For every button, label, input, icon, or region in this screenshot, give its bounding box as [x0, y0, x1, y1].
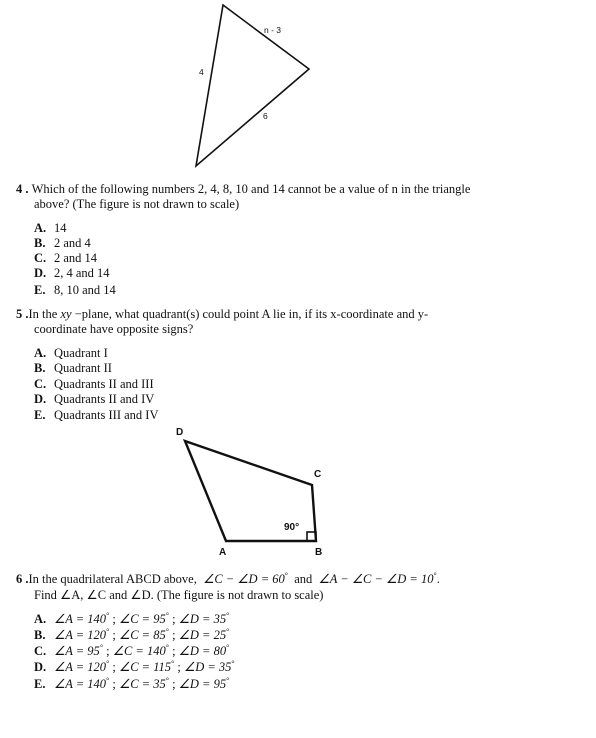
q5-option-b[interactable]: B. Quadrant II [34, 361, 112, 375]
q4-option-e[interactable]: E. 8, 10 and 14 [34, 283, 116, 297]
q6-number: 6 [16, 572, 23, 586]
label-angle-90: 90° [284, 522, 300, 533]
triangle-label-top: n - 3 [264, 25, 282, 35]
q6-option-d[interactable]: D. ∠A = 120° ; ∠C = 115° ; ∠D = 35° [34, 658, 235, 674]
q4-stem-line2: above? (The figure is not drawn to scale) [34, 197, 240, 211]
q4-line2 [34, 197, 239, 212]
q4-option-b[interactable]: B. 2 and 4 [34, 236, 91, 250]
q5-stem-line2: coordinate have opposite signs? [34, 322, 194, 336]
label-c: C [314, 469, 322, 480]
q5-option-c[interactable]: C. Quadrants II and III [34, 377, 154, 391]
label-b: B [315, 547, 323, 558]
q4-option-a[interactable]: A. 14 [34, 221, 67, 235]
q4-option-c[interactable]: C. 2 and 14 [34, 251, 98, 265]
q6-stem-line2: Find ∠A, ∠C and ∠D. (The figure is not drawn to scale) [34, 588, 324, 602]
q5-line2 [34, 322, 193, 337]
q6-option-c[interactable]: C. ∠A = 95° ; ∠C = 140° ; ∠D = 80° [34, 642, 230, 658]
q4-line1: 4 . Which of the following numbers 2, 4, 8, 10 and 14 cannot be a value of n in the triangle [16, 182, 471, 196]
q5-option-a[interactable]: A. Quadrant I [34, 346, 108, 360]
q6-line1: 6 .In the quadrilateral ABCD above, ∠C − ∠D = 60° and ∠A − ∠C − ∠D = 10°. [16, 570, 440, 586]
q4-option-d[interactable]: D. 2, 4 and 14 [34, 266, 110, 280]
q4-number: 4 [16, 182, 23, 196]
quadrilateral-figure [170, 420, 340, 560]
q4-stem-line1: Which of the following numbers 2, 4, 8, 10 and 14 cannot be a value of n in the triangle [31, 182, 471, 196]
triangle-label-right: 6 [263, 111, 268, 121]
triangle-label-left: 4 [199, 67, 204, 77]
q6-line2 [34, 588, 323, 603]
triangle-figure [180, 0, 330, 175]
triangle-shape [196, 5, 309, 166]
q5-option-e[interactable]: E. Quadrants III and IV [34, 408, 159, 422]
q6-equation-2: ∠A − ∠C − ∠D = 10 [318, 572, 434, 586]
q6-option-a[interactable]: A. ∠A = 140° ; ∠C = 95° ; ∠D = 35° [34, 610, 230, 626]
q6-option-b[interactable]: B. ∠A = 120° ; ∠C = 85° ; ∠D = 25° [34, 626, 230, 642]
label-a: A [219, 547, 227, 558]
label-d: D [176, 427, 184, 438]
q5-number: 5 [16, 307, 23, 321]
q5-line1: 5 .In the xy −plane, what quadrant(s) could point A lie in, if its x-coordinate and y- [16, 307, 429, 321]
q6-option-e[interactable]: E. ∠A = 140° ; ∠C = 35° ; ∠D = 95° [34, 675, 230, 691]
q5-variable: xy [60, 307, 72, 321]
q5-option-d[interactable]: D. Quadrants II and IV [34, 392, 155, 406]
q6-equation-1: ∠C − ∠D = 60 [203, 572, 285, 586]
